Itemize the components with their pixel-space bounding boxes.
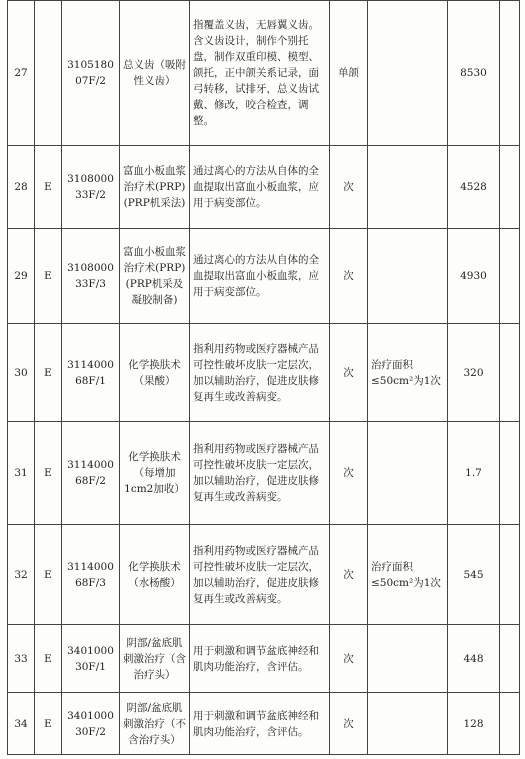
row-code: 3108000 33F/3 [62,229,120,324]
row-price: 128 [448,693,500,755]
row-category: E [35,625,62,693]
row-number: 32 [8,525,35,625]
row-content: 通过离心的方法从自体的全血提取出富血小板血浆，应用于病变部位。 [190,146,330,229]
row-code: 3114000 68F/2 [62,422,120,525]
row-exclusions [368,229,448,324]
row-content: 指覆盖义齿，无唇翼义齿。含义齿设计，制作个别托盘，制作双重印模、模型、颌托，正中颌关系记录，面弓转移，试排牙，总义齿试戴、修改，咬合检查，调整。 [190,1,330,146]
table-row [8,229,520,324]
row-category [35,1,62,146]
table-row [8,422,520,525]
row-notes [500,324,520,422]
row-name: 化学换肤术（每增加1cm2加收） [120,422,190,525]
row-name: 化学换肤术（果酸） [120,324,190,422]
row-content: 通过离心的方法从自体的全血提取出富血小板血浆，应用于病变部位。 [190,229,330,324]
row-exclusions: 治疗面积≤50cm²为1次 [368,324,448,422]
row-price: 320 [448,324,500,422]
row-name: 富血小板血浆治疗术(PRP)(PRP机采及凝胶制备) [120,229,190,324]
row-unit: 次 [330,146,368,229]
row-unit: 单颌 [330,1,368,146]
table-row [8,525,520,625]
row-notes [500,625,520,693]
row-notes [500,422,520,525]
row-unit: 次 [330,525,368,625]
row-exclusions: 治疗面积≤50cm²为1次 [368,525,448,625]
row-category: E [35,693,62,755]
row-content: 指利用药物或医疗器械产品可控性破坏皮肤一定层次，加以辅助治疗，促进皮肤修复再生或改善病变。 [190,422,330,525]
row-category: E [35,146,62,229]
row-exclusions [368,693,448,755]
row-content: 用于刺激和调节盆底神经和肌肉功能治疗，含评估。 [190,625,330,693]
row-notes [500,229,520,324]
row-number: 34 [8,693,35,755]
row-number: 27 [8,1,35,146]
row-number: 31 [8,422,35,525]
row-notes [500,1,520,146]
row-notes [500,525,520,625]
row-unit: 次 [330,693,368,755]
row-exclusions [368,422,448,525]
row-code: 3108000 33F/2 [62,146,120,229]
row-exclusions [368,625,448,693]
table-row [8,625,520,693]
table-row [8,146,520,229]
row-content: 指利用药物或医疗器械产品可控性破坏皮肤一定层次，加以辅助治疗，促进皮肤修复再生或改善病变。 [190,324,330,422]
table-row [8,693,520,755]
row-price: 4528 [448,146,500,229]
row-code: 3105180 07F/2 [62,1,120,146]
row-number: 30 [8,324,35,422]
row-category: E [35,324,62,422]
row-unit: 次 [330,625,368,693]
row-name: 阴部/盆底肌刺激治疗（不含治疗头） [120,693,190,755]
row-price: 4930 [448,229,500,324]
row-exclusions [368,146,448,229]
row-unit: 次 [330,324,368,422]
row-category: E [35,525,62,625]
row-code: 3401000 30F/2 [62,693,120,755]
row-content: 用于刺激和调节盆底神经和肌肉功能治疗，含评估。 [190,693,330,755]
row-unit: 次 [330,229,368,324]
table-row [8,1,520,146]
row-notes [500,693,520,755]
row-code: 3114000 68F/1 [62,324,120,422]
table-body [8,1,520,755]
row-code: 3401000 30F/1 [62,625,120,693]
row-unit: 次 [330,422,368,525]
row-price: 8530 [448,1,500,146]
row-number: 28 [8,146,35,229]
row-category: E [35,422,62,525]
row-price: 1.7 [448,422,500,525]
row-category: E [35,229,62,324]
fee-table [7,0,520,755]
table-row [8,324,520,422]
row-number: 33 [8,625,35,693]
row-exclusions [368,1,448,146]
row-price: 448 [448,625,500,693]
row-name: 总义齿（吸附性义齿） [120,1,190,146]
row-name: 阴部/盆底肌刺激治疗（含治疗头） [120,625,190,693]
row-price: 545 [448,525,500,625]
row-number: 29 [8,229,35,324]
row-name: 富血小板血浆治疗术(PRP)(PRP机采法) [120,146,190,229]
row-notes [500,146,520,229]
row-content: 指利用药物或医疗器械产品可控性破坏皮肤一定层次，加以辅助治疗，促进皮肤修复再生或改善病变。 [190,525,330,625]
row-code: 3114000 68F/3 [62,525,120,625]
row-name: 化学换肤术（水杨酸） [120,525,190,625]
